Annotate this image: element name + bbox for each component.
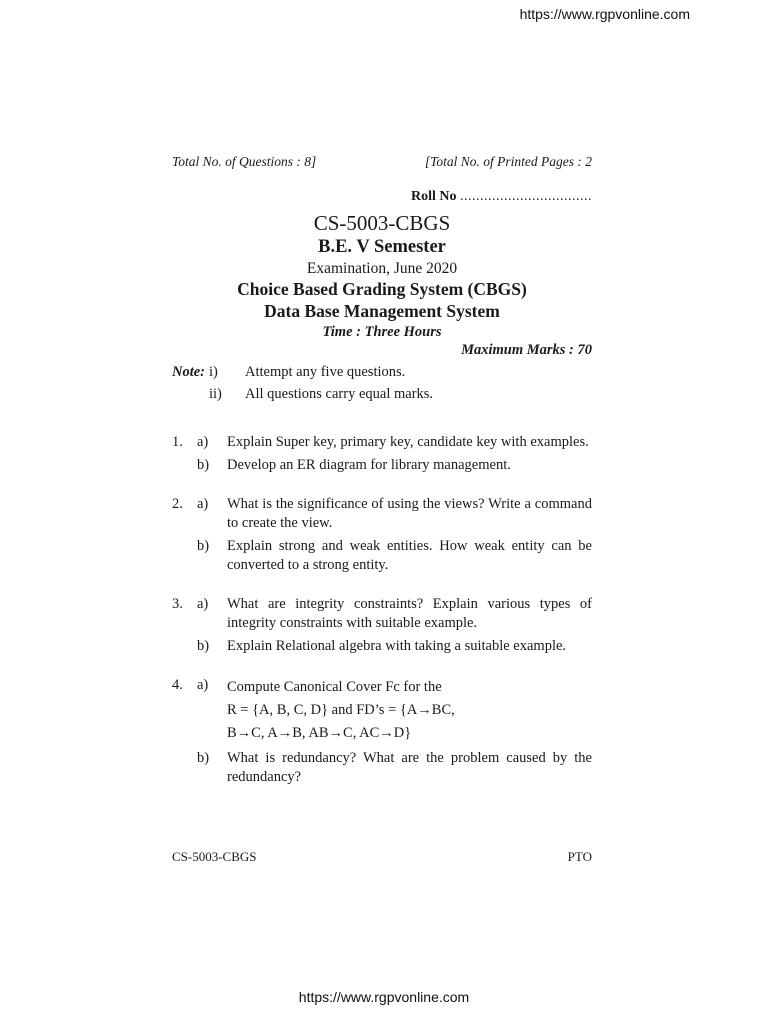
part-text-line: B→C, A→B, AB→C, AC→D}	[227, 725, 412, 741]
exam-session: Examination, June 2020	[306, 260, 458, 277]
instruction-text: All questions carry equal marks.	[245, 386, 434, 402]
question	[172, 595, 592, 656]
question-number: 3.	[172, 596, 183, 612]
part-label: b)	[197, 457, 210, 473]
part-label: b)	[197, 638, 210, 654]
part-text	[227, 676, 592, 745]
part-text-line: R = {A, B, C, D} and FD’s = {A→BC,	[227, 702, 455, 718]
roll-number	[172, 189, 592, 205]
footer-code: CS-5003-CBGS	[172, 849, 257, 864]
instruction-item	[172, 361, 592, 383]
note-label: Note:	[172, 364, 206, 380]
part-text: What is redundancy? What are the problem caused by the redundancy?	[227, 750, 592, 785]
time-allowed: Time : Three Hours	[322, 324, 442, 340]
part-text: Explain Super key, primary key, candidate key with examples.	[227, 434, 589, 450]
part-text: What is the significance of using the views? Write a command to create the view.	[227, 496, 592, 531]
exam-paper	[172, 154, 592, 807]
roll-label: Roll No	[411, 189, 457, 204]
question	[172, 433, 592, 475]
part-label: a)	[197, 596, 209, 612]
question-number: 4.	[172, 677, 183, 693]
part-text: What are integrity constraints? Explain various types of integrity constraints with suitable example.	[227, 596, 592, 631]
part-label: a)	[197, 496, 209, 512]
paper-code: CS-5003-CBGS	[313, 211, 451, 235]
question	[172, 495, 592, 575]
part-label: b)	[197, 750, 210, 766]
question-number: 2.	[172, 496, 183, 512]
part-label: a)	[197, 677, 209, 693]
question	[172, 676, 592, 787]
question-part	[172, 637, 592, 656]
maximum-marks: Maximum Marks : 70	[461, 342, 592, 358]
instruction-number: i)	[209, 364, 218, 380]
page-footer	[172, 849, 592, 865]
site-url-bottom[interactable]: https://www.rgpvonline.com	[298, 989, 470, 1005]
site-url-top[interactable]: https://www.rgpvonline.com	[519, 6, 690, 22]
question-part	[172, 749, 592, 787]
instruction-item	[172, 383, 592, 405]
part-text-line: Compute Canonical Cover Fc for the	[227, 679, 442, 695]
question-list	[172, 433, 592, 787]
paper-header	[172, 154, 592, 170]
roll-blank: .................................	[460, 189, 592, 204]
question-part	[172, 537, 592, 575]
printed-pages: [Total No. of Printed Pages : 2	[424, 154, 592, 169]
semester: B.E. V Semester	[318, 237, 446, 257]
question-part	[172, 676, 592, 745]
footer-pto: PTO	[567, 849, 592, 864]
total-questions: Total No. of Questions : 8]	[172, 154, 317, 169]
part-text: Explain strong and weak entities. How weak entity can be converted to a strong entity.	[227, 538, 592, 573]
note-label-spacer	[172, 383, 209, 405]
instructions	[172, 361, 592, 405]
instruction-number: ii)	[209, 386, 222, 402]
grading-scheme: Choice Based Grading System (CBGS)	[237, 279, 527, 299]
part-text: Develop an ER diagram for library management.	[227, 457, 511, 473]
instruction-text: Attempt any five questions.	[245, 364, 406, 380]
question-number: 1.	[172, 434, 183, 450]
subject-title: Data Base Management System	[264, 301, 500, 321]
question-part	[172, 456, 592, 475]
question-part	[172, 595, 592, 633]
part-label: b)	[197, 538, 210, 554]
question-part	[172, 495, 592, 533]
question-part	[172, 433, 592, 452]
part-text: Explain Relational algebra with taking a suitable example.	[227, 638, 567, 654]
part-label: a)	[197, 434, 209, 450]
